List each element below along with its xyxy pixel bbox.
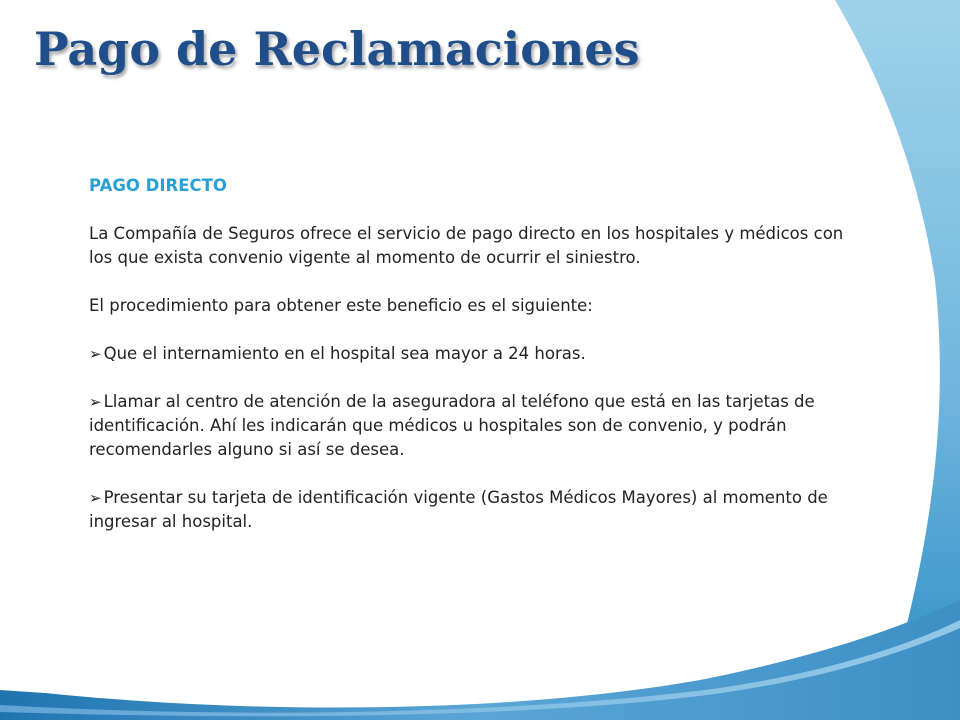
content-body — [89, 174, 869, 558]
arrow-bullet-icon: ➢ — [89, 393, 102, 411]
bullet-item — [89, 390, 869, 462]
intro-paragraph: La Compañía de Seguros ofrece el servicio de pago directo en los hospitales y médicos con los que exista convenio vigente al momento de ocurrir el siniestro. — [89, 224, 844, 267]
bullet-item — [89, 342, 869, 366]
bullet-text: Que el internamiento en el hospital sea mayor a 24 horas. — [103, 344, 586, 363]
arrow-bullet-icon: ➢ — [89, 345, 102, 363]
bullet-text: Llamar al centro de atención de la aseguradora al teléfono que está en las tarjetas de identificación. Ahí les indicarán que médicos u hospitales son de convenio, y podrán recomendarles alguno si así se desea. — [89, 392, 815, 459]
bullet-item — [89, 486, 869, 534]
page-title: Pago de Reclamaciones — [34, 22, 640, 76]
section-heading: PAGO DIRECTO — [89, 176, 227, 195]
procedure-paragraph: El procedimiento para obtener este beneficio es el siguiente: — [89, 296, 593, 315]
bullet-text: Presentar su tarjeta de identificación vigente (Gastos Médicos Mayores) al momento de ingresar al hospital. — [89, 488, 828, 531]
arrow-bullet-icon: ➢ — [89, 489, 102, 507]
